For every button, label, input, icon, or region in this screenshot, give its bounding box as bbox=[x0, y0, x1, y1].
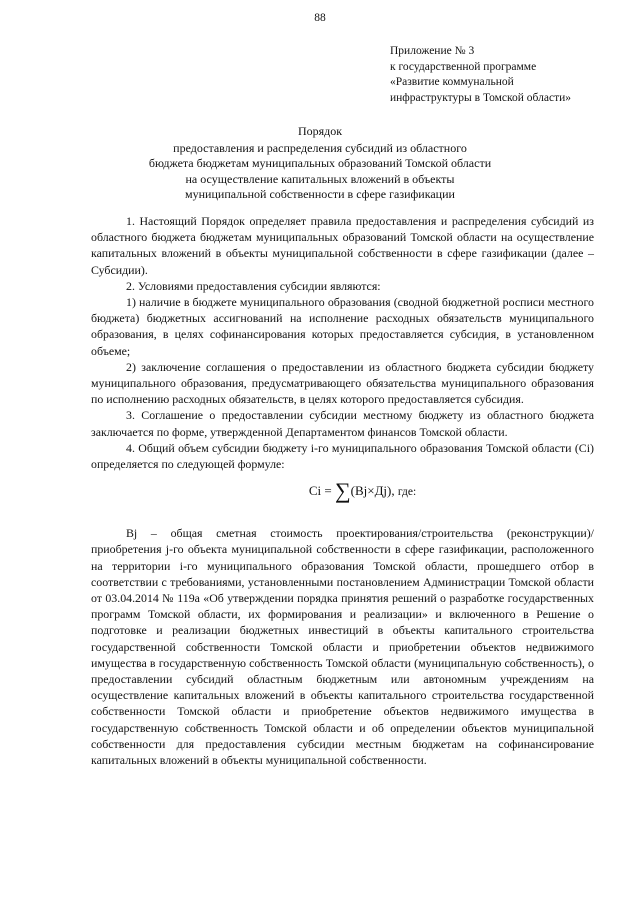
appendix-line-1: Приложение № 3 bbox=[390, 45, 475, 57]
page-number: 88 bbox=[314, 12, 326, 24]
paragraph-3: 3. Соглашение о предоставлении субсидии местному бюджету из областного бюджета заключается по форме, утвержденной Департаментом финансов Томской области. bbox=[91, 408, 594, 439]
appendix-line-3: «Развитие коммунальной bbox=[390, 76, 514, 88]
sum-symbol: ∑ bbox=[334, 478, 351, 504]
appendix-line-4: инфраструктуры в Томской области» bbox=[390, 91, 571, 104]
document-body bbox=[91, 213, 594, 768]
title-line-4: муниципальной собственности в сфере газификации bbox=[185, 187, 455, 201]
formula-suffix: где: bbox=[397, 486, 417, 499]
paragraph-2-item-1: 1) наличие в бюджете муниципального образования (сводной бюджетной росписи местного бюджета) бюджетных ассигнований на исполнение расходных обязательств муниципального образования, в целях софинансирования которых предоставляется субсидия, в установленном объеме; bbox=[91, 295, 594, 358]
title-line-3: на осуществление капитальных вложений в объекты bbox=[185, 171, 455, 186]
paragraph-2: 2. Условиями предоставления субсидии являются: bbox=[126, 278, 381, 293]
paragraph-5: Bj – общая сметная стоимость проектирования/строительства (реконструкции)/приобретения j-го объекта муниципальной собственности в сфере газификации, расположенного на территории i-го муниципального образования Томской области, прошедшего отбор в соответствии с требованиями, установленными постановлением Администрации Томской области от 03.04.2014 № 119а «Об утверждении порядка принятия решений о разработке государственных программ Томской области, их формирования и реализации» и включенного в Решение о подготовке и реализации бюджетных инвестиций в объекты капитального строительства государственной собственности Томской области и приобретении объектов недвижимого имущества в государственную собственность Томской области (муниципальную собственность), о предоставлении субсидий областным бюджетным или автономным учреждениям на осуществление капитальных вложений в объекты капитального строительства государственной собственности Томской области и приобретение объектов недвижимого имущества в государственную собственность Томской области и об определении объектов муниципальной собственности для предоставления субсидии местным бюджетам на софинансирование капитальных вложений в объекты муниципальной собственности. bbox=[91, 526, 594, 768]
formula-lhs: Ci = bbox=[308, 483, 332, 499]
title-line-1: предоставления и распределения субсидий из областного bbox=[173, 140, 467, 155]
title-heading: Порядок bbox=[297, 124, 343, 138]
document-title bbox=[0, 124, 640, 203]
appendix-header bbox=[390, 44, 630, 106]
subsidy-formula bbox=[131, 478, 594, 505]
appendix-line-2: к государственной программе bbox=[390, 60, 537, 73]
paragraph-4: 4. Общий объем субсидии бюджету i-го муниципального образования Томской области (Ci) определяется по следующей формуле: bbox=[91, 440, 594, 472]
paragraph-2-item-2: 2) заключение соглашения о предоставлении из областного бюджета субсидии бюджету муниципального образования, предусматривающего обязательства муниципального образования по исполнению расходных обязательств, в целях которого предоставляется субсидия. bbox=[91, 359, 594, 407]
title-line-2: бюджета бюджетам муниципальных образований Томской области bbox=[148, 156, 492, 170]
formula-rhs: (Bj×Дj), bbox=[350, 483, 395, 499]
paragraph-1: 1. Настоящий Порядок определяет правила предоставления и распределения субсидий из областного бюджета бюджетам муниципальных образований Томской области на осуществление капитальных вложений в объекты муниципальной собственности в сфере газификации (далее – Субсидии). bbox=[91, 214, 594, 277]
